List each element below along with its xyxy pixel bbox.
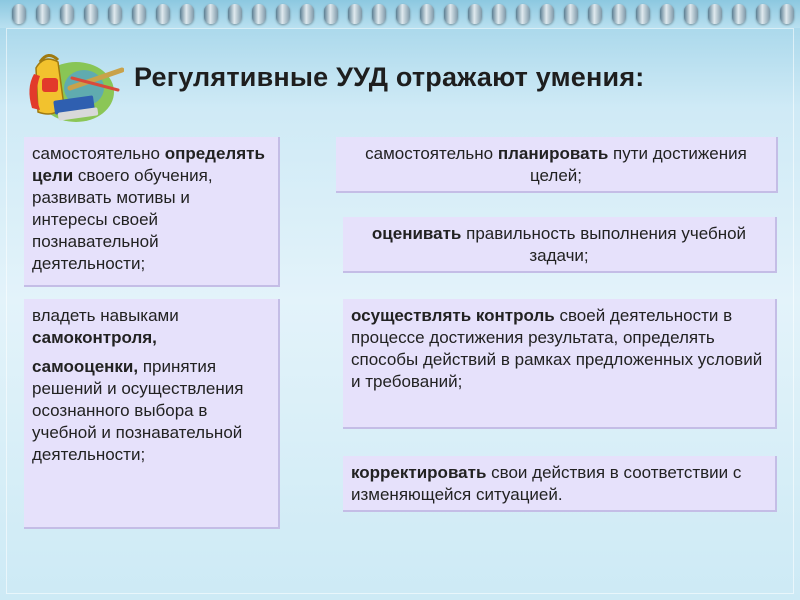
control-bold: осуществлять контроль: [351, 306, 555, 325]
spiral-ring: [420, 4, 434, 24]
self-control-bold: самоконтроля,: [32, 328, 157, 347]
spiral-ring: [84, 4, 98, 24]
plan-bold: планировать: [497, 144, 609, 163]
right-box-correct: [343, 456, 777, 512]
goals-pre: самостоятельно: [32, 144, 165, 163]
spiral-ring: [372, 4, 386, 24]
spiral-ring: [516, 4, 530, 24]
plan-pre: самостоятельно: [365, 144, 498, 163]
right-box-plan: [336, 137, 778, 193]
spiral-ring: [396, 4, 410, 24]
evaluate-post: правильность выполнения учебной задачи;: [461, 224, 747, 265]
spiral-ring: [732, 4, 746, 24]
plan-post: пути достижения целей;: [529, 144, 747, 185]
spiral-ring: [348, 4, 362, 24]
spiral-ring: [660, 4, 674, 24]
control-post: своей деятельности в процессе достижения результата, определять способы действий в рамках предложенных условий и требований;: [351, 306, 763, 391]
spiral-ring: [780, 4, 794, 24]
evaluate-bold: оценивать: [371, 224, 462, 243]
spiral-ring: [276, 4, 290, 24]
slide-title: Регулятивные УУД отражают умения:: [134, 62, 645, 92]
spiral-ring: [492, 4, 506, 24]
left-box-goals: [24, 137, 280, 287]
spiral-ring: [444, 4, 458, 24]
spiral-ring: [564, 4, 578, 24]
spiral-ring: [756, 4, 770, 24]
spiral-ring: [612, 4, 626, 24]
spiral-ring: [132, 4, 146, 24]
goals-bold: определять цели: [32, 144, 265, 185]
spiral-ring: [324, 4, 338, 24]
spiral-ring: [156, 4, 170, 24]
self-assessment-post: принятия решений и осуществления осознанного выбора в учебной и познавательной деятельности;: [32, 357, 244, 464]
right-box-evaluate: [343, 217, 777, 273]
spiral-ring: [12, 4, 26, 24]
spiral-ring: [228, 4, 242, 24]
spiral-ring: [180, 4, 194, 24]
self-control-pre: владеть навыками: [32, 306, 179, 325]
left-box-self-control: [24, 299, 280, 529]
self-assessment-line: [32, 356, 270, 466]
correct-bold: корректировать: [351, 463, 487, 482]
spiral-ring: [300, 4, 314, 24]
right-box-control: [343, 299, 777, 429]
spiral-ring: [252, 4, 266, 24]
spiral-ring: [588, 4, 602, 24]
self-control-line1: [32, 305, 270, 349]
spiral-ring: [36, 4, 50, 24]
spiral-ring: [708, 4, 722, 24]
school-backpack-icon: [14, 48, 124, 130]
spiral-ring: [636, 4, 650, 24]
spiral-ring: [540, 4, 554, 24]
goals-post: своего обучения, развивать мотивы и интересы своей познавательной деятельности;: [32, 166, 213, 273]
spiral-ring: [204, 4, 218, 24]
spiral-ring: [60, 4, 74, 24]
notebook-spiral: [0, 0, 800, 28]
spiral-ring: [684, 4, 698, 24]
self-assessment-bold: самооценки,: [32, 357, 139, 376]
spiral-ring: [108, 4, 122, 24]
spiral-ring: [468, 4, 482, 24]
correct-post: свои действия в соответствии с изменяющейся ситуацией.: [351, 463, 742, 504]
